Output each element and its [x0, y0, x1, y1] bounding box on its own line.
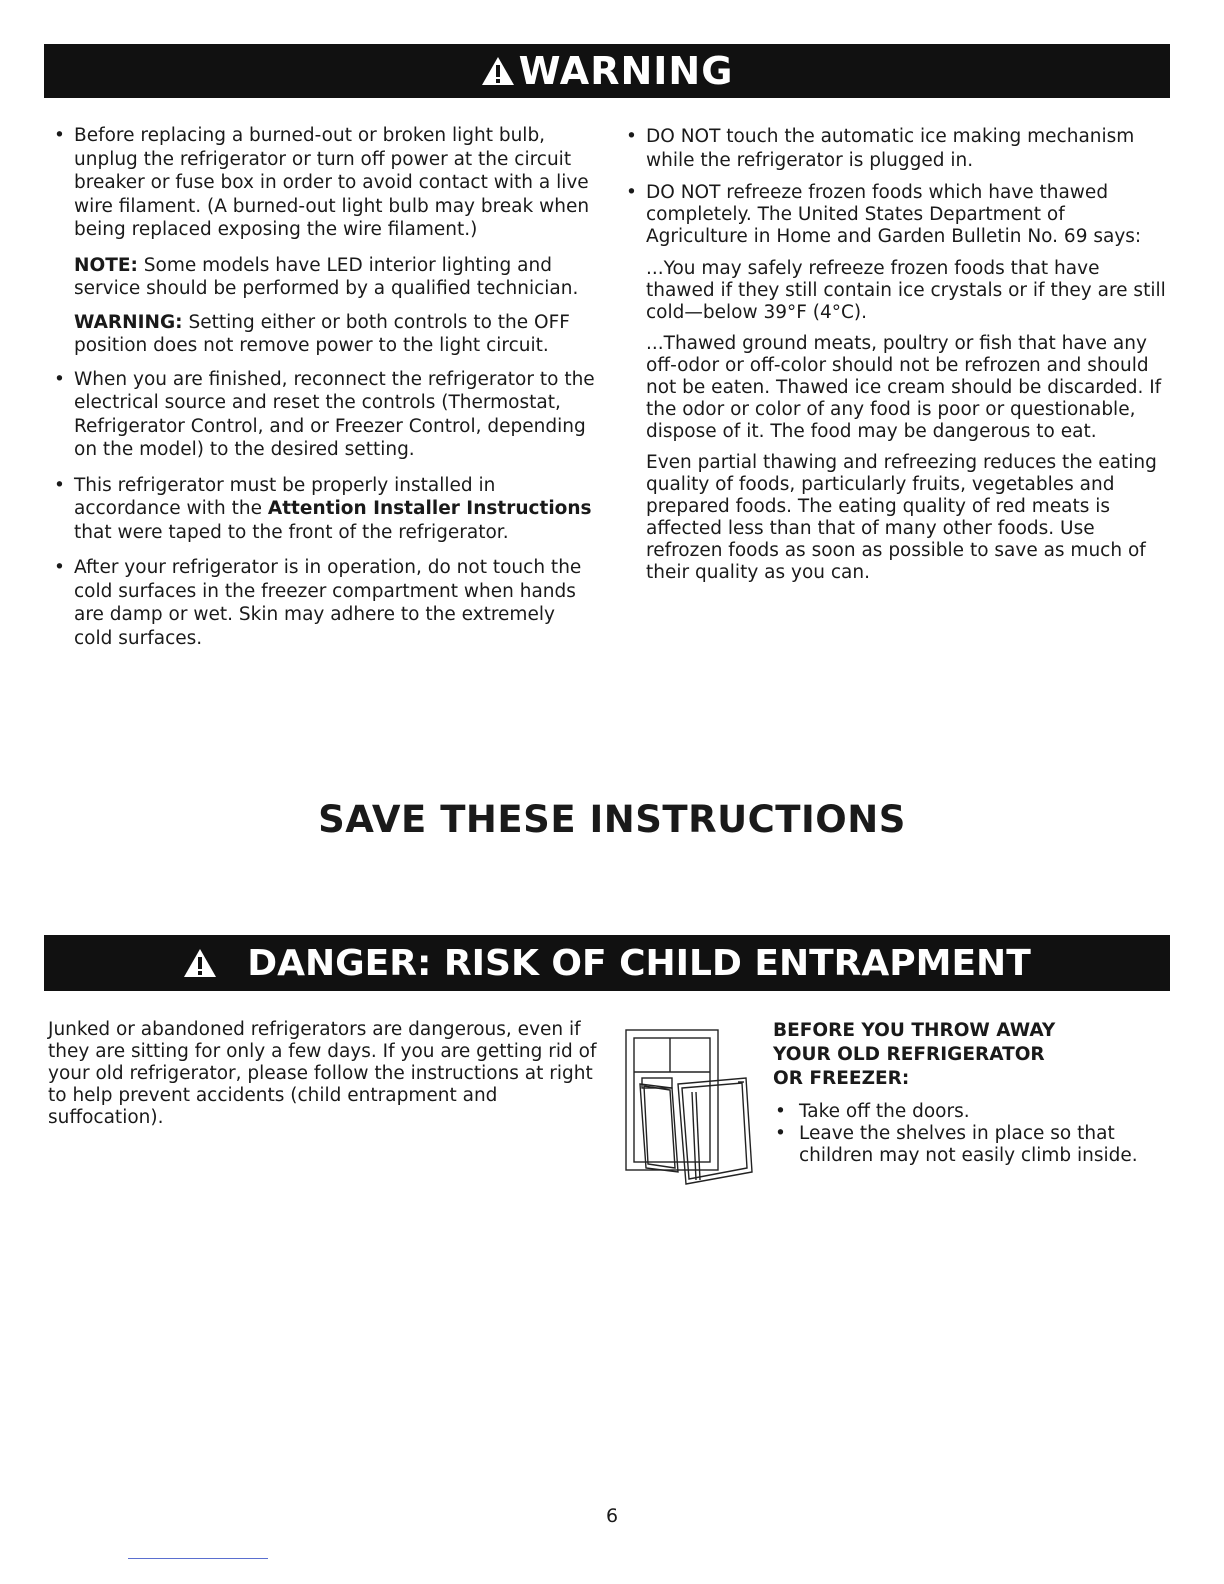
installed-text-pre: This refrigerator must be properly installed in accordance with the	[74, 474, 496, 519]
danger-banner	[44, 935, 1170, 991]
warning-off-position	[48, 311, 596, 358]
warning-text: Setting either or both controls to the OFF position does not remove power to the light circuit.	[74, 311, 570, 356]
note-text: Some models have LED interior lighting and service should be performed by a qualified technician.	[74, 254, 579, 299]
quote-thawed-meats: ...Thawed ground meats, poultry or fish that have any off-odor or off-color should not be refrozen and should not be eaten. Thawed ice cream should be discarded. If the odor or color of any food is poor or questionable, dispose of it. The food may be dangerous to eat.	[646, 333, 1162, 442]
warning-banner	[44, 44, 1170, 98]
warning-left-column	[48, 124, 596, 662]
installer-instructions-ref: Attention Installer Instructions	[267, 498, 592, 519]
bullet-reconnect: • When you are finished, reconnect the refrigerator to the electrical source and reset the controls (Thermostat, Refrigerator Control, and or Freezer Control, depending on the model) to the desired setting.	[48, 368, 596, 462]
throw-away-instructions	[773, 1019, 1173, 1167]
danger-intro-text: Junked or abandoned refrigerators are dangerous, even if they are sitting for only a few days. If you are getting rid of your old refrigerator, please follow the instructions at right to help prevent accidents (child entrapment and suffocation).	[48, 1019, 597, 1128]
bullet-replace-bulb: • Before replacing a burned-out or broken light bulb, unplug the refrigerator or turn off power at the circuit breaker or fuse box in order to avoid contact with a live wire filament. (A burned-out light bulb may break when being replaced exposing the wire filament.)	[48, 124, 596, 242]
installed-text-post: that were taped to the front of the refrigerator.	[74, 521, 509, 543]
throw-away-heading-line1: BEFORE YOU THROW AWAY	[773, 1020, 1056, 1041]
save-instructions-heading: SAVE THESE INSTRUCTIONS	[318, 798, 906, 841]
note-led-lighting	[48, 254, 596, 301]
throw-away-heading-line2: YOUR OLD REFRIGERATOR	[773, 1044, 1045, 1065]
danger-triangle-icon	[183, 948, 217, 978]
warning-right-column	[620, 125, 1172, 593]
quote-safe-refreeze: ...You may safely refreeze frozen foods that have thawed if they still contain ice crystals or if they are still cold—below 39°F (4°C).	[646, 258, 1166, 323]
bullet-installed	[48, 474, 596, 545]
throw-away-item: • Leave the shelves in place so that children may not easily climb inside.	[773, 1123, 1173, 1167]
bullet-cold-surfaces: • After your refrigerator is in operation, do not touch the cold surfaces in the freezer compartment when hands are damp or wet. Skin may adhere to the extremely cold surfaces.	[48, 556, 596, 650]
bullet-refreeze: • DO NOT refreeze frozen foods which have thawed completely. The United States Department of Agriculture in Home and Garden Bulletin No. 69 says:	[620, 182, 1172, 248]
note-label: NOTE:	[74, 254, 138, 276]
warning-triangle-icon	[481, 56, 515, 86]
refrigerator-doors-removed-illustration	[620, 1022, 760, 1194]
danger-title: DANGER: RISK OF CHILD ENTRAPMENT	[247, 942, 1031, 984]
bullet-ice-maker: • DO NOT touch the automatic ice making mechanism while the refrigerator is plugged in.	[620, 125, 1172, 172]
footer-rule	[128, 1558, 268, 1559]
page-number: 6	[605, 1505, 619, 1527]
warning-label: WARNING:	[74, 311, 183, 333]
throw-away-heading-line3: OR FREEZER:	[773, 1068, 910, 1089]
quote-partial-thawing: Even partial thawing and refreezing reduces the eating quality of foods, particularly fruits, vegetables and prepared foods. The eating quality of red meats is affected less than that of many other foods. Use refrozen foods as soon as possible to save as much of their quality as you can.	[646, 452, 1157, 583]
warning-title: WARNING	[518, 49, 734, 93]
throw-away-item: • Take off the doors.	[773, 1101, 1173, 1123]
